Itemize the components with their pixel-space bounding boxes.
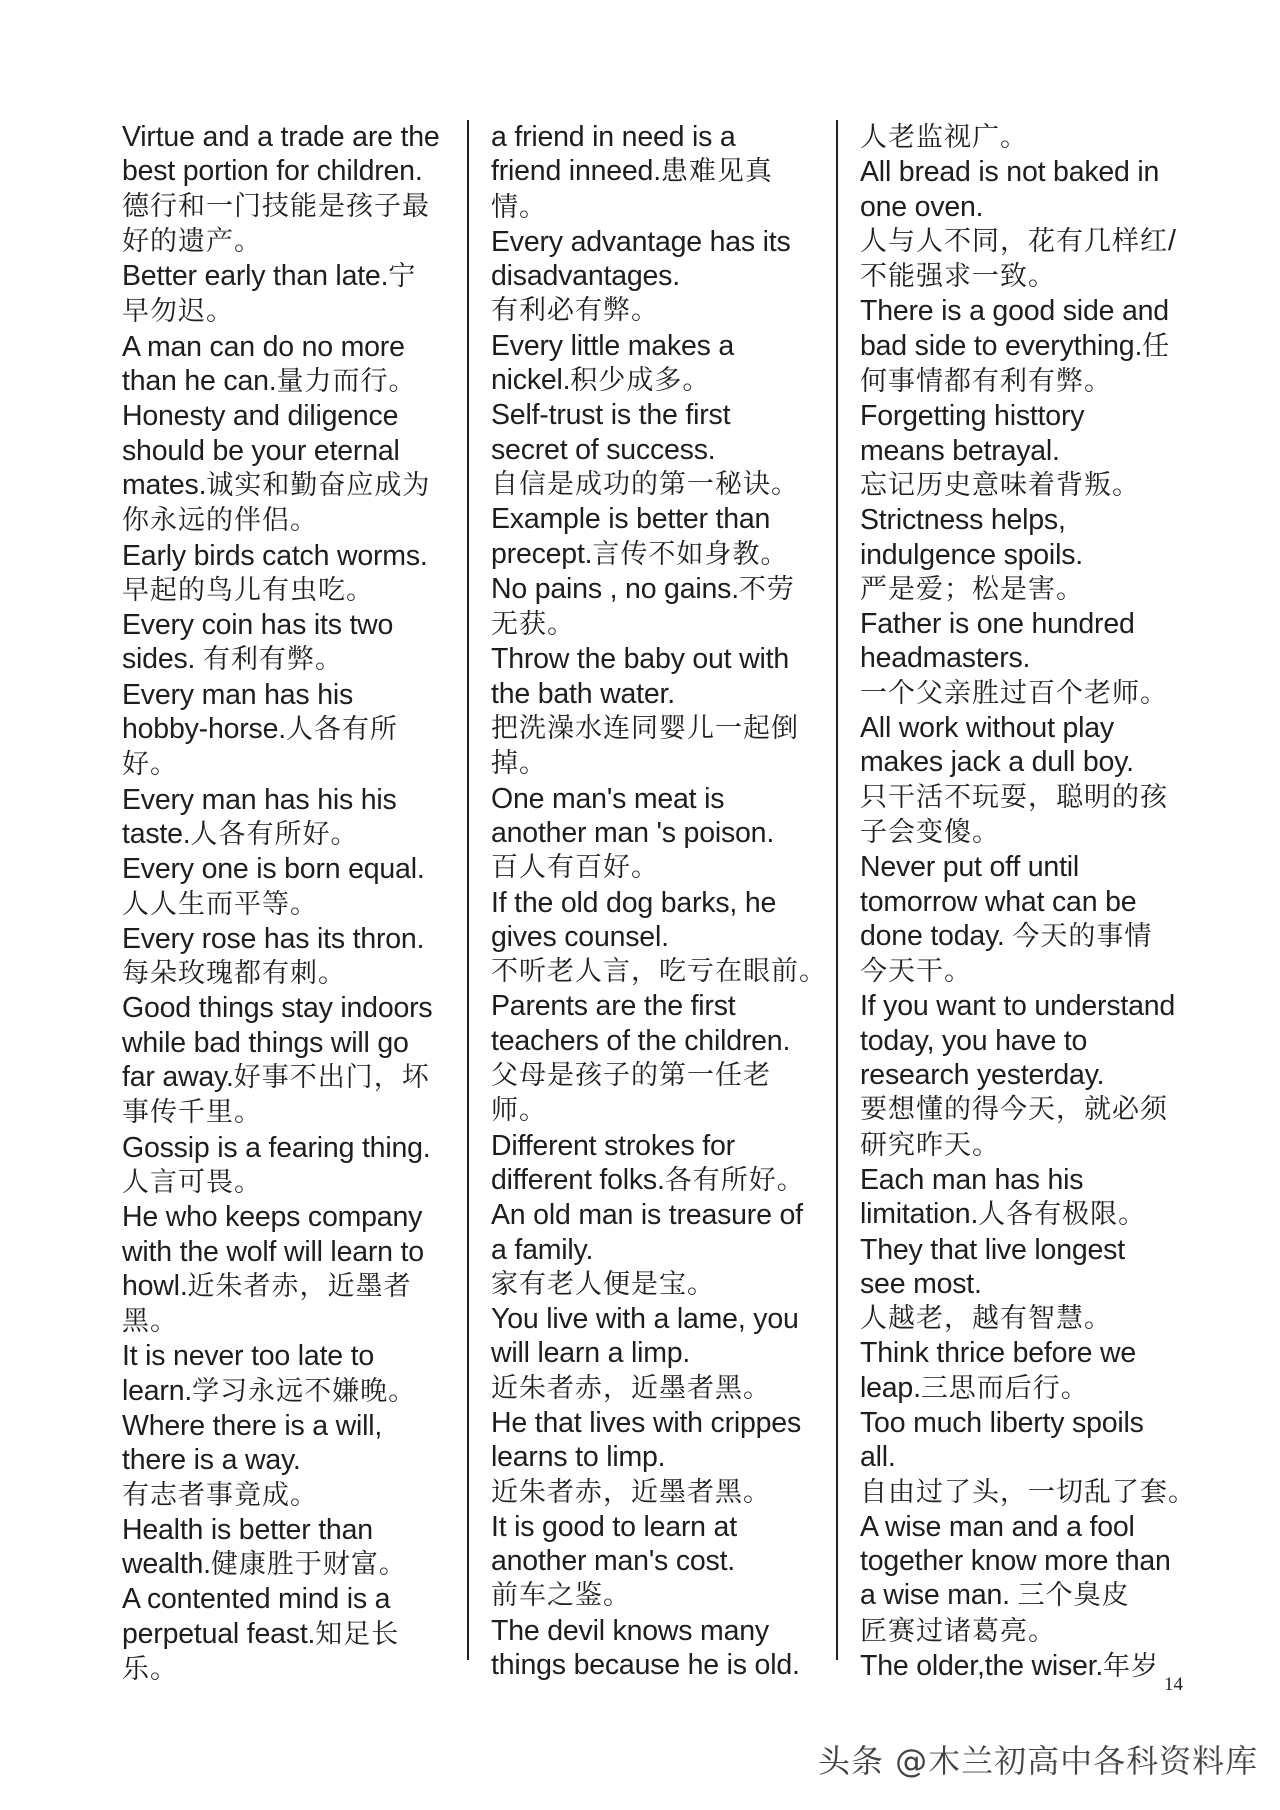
text-line: while bad things will go <box>122 1026 409 1059</box>
text-line: 研究昨天。 <box>860 1129 1000 1161</box>
text-line: Every man has his his <box>122 783 397 816</box>
text-line: 忘记历史意味着背叛。 <box>860 469 1140 501</box>
text-line: A wise man and a fool <box>860 1510 1135 1543</box>
text-line: If the old dog barks, he <box>491 886 777 919</box>
text-line: together know more than <box>860 1545 1171 1578</box>
text-line: a family. <box>491 1233 594 1266</box>
text-line: Every rose has its thron. <box>122 922 425 955</box>
text-line: Every one is born equal. <box>122 853 425 886</box>
text-line: Never put off until <box>860 851 1080 884</box>
text-line: mates.诚实和勤奋应成为 <box>122 468 431 501</box>
text-line: Father is one hundred <box>860 608 1135 641</box>
text-line: 无获。 <box>491 609 575 641</box>
text-line: different folks.各有所好。 <box>491 1163 805 1196</box>
text-line: Health is better than <box>122 1513 373 1546</box>
text-line: He that lives with crippes <box>491 1406 802 1439</box>
text-line: No pains , no gains.不劳 <box>491 572 795 605</box>
text-line: If you want to understand <box>860 990 1176 1023</box>
text-column-1 <box>122 120 457 1687</box>
text-column-3 <box>860 120 1195 1684</box>
text-line: 百人有百好。 <box>491 852 659 884</box>
text-line: The older,the wiser.年岁 <box>860 1650 1160 1683</box>
text-line: 德行和一门技能是孩子最 <box>122 190 430 222</box>
text-line: things because he is old. <box>491 1649 800 1682</box>
text-line: there is a way. <box>122 1444 301 1477</box>
text-line: friend inneed.患难见真 <box>491 155 773 188</box>
text-line: 你永远的伴侣。 <box>122 505 318 537</box>
text-line: 早勿迟。 <box>122 296 234 328</box>
text-line: another man's cost. <box>491 1545 736 1578</box>
text-line: Each man has his <box>860 1163 1084 1196</box>
text-line: You live with a lame, you <box>491 1303 799 1336</box>
text-line: 人老监视广。 <box>860 122 1028 153</box>
text-line: indulgence spoils. <box>860 538 1083 571</box>
text-line: Throw the baby out with <box>491 643 789 676</box>
text-line: All bread is not baked in <box>860 156 1160 189</box>
text-line: today, you have to <box>860 1024 1088 1057</box>
text-line: 掉。 <box>491 748 547 780</box>
text-line: The devil knows many <box>491 1614 769 1647</box>
text-line: 今天干。 <box>860 956 972 988</box>
text-line: sides. 有利有弊。 <box>122 643 343 676</box>
text-line: hobby-horse.人各有所 <box>122 713 398 746</box>
text-line: 匠赛过诸葛亮。 <box>860 1615 1056 1647</box>
text-line: than he can.量力而行。 <box>122 365 417 398</box>
text-line: 自信是成功的第一秘诀。 <box>491 468 799 500</box>
text-line: gives counsel. <box>491 920 669 953</box>
text-line: should be your eternal <box>122 434 400 467</box>
text-line: all. <box>860 1441 896 1474</box>
text-line: 近朱者赤，近墨者黑。 <box>491 1476 771 1508</box>
text-line: a wise man. 三个臭皮 <box>860 1579 1130 1612</box>
text-line: It is never too late to <box>122 1340 375 1373</box>
text-line: 不能强求一致。 <box>860 261 1056 293</box>
text-line: limitation.人各有极限。 <box>860 1198 1147 1231</box>
text-line: done today. 今天的事情 <box>860 919 1153 952</box>
text-line: nickel.积少成多。 <box>491 364 711 397</box>
text-line: 子会变傻。 <box>860 816 1000 848</box>
text-line: bad side to everything.任 <box>860 329 1171 362</box>
text-line: with the wolf will learn to <box>122 1235 424 1268</box>
text-line: 把洗澡水连同婴儿一起倒 <box>491 713 799 745</box>
text-line: disadvantages. <box>491 260 680 293</box>
text-line: perpetual feast.知足长 <box>122 1617 400 1650</box>
text-line: Parents are the first <box>491 990 736 1023</box>
text-line: 前车之鉴。 <box>491 1580 631 1612</box>
text-line: One man's meat is <box>491 782 725 815</box>
text-line: a friend in need is a <box>491 121 736 153</box>
text-line: wealth.健康胜于财富。 <box>122 1548 407 1581</box>
text-line: 人与人不同，花有几样红/ <box>860 224 1176 257</box>
text-line: 人越老，越有智慧。 <box>860 1303 1112 1335</box>
text-line: Better early than late.宁 <box>122 260 417 293</box>
column-divider-1 <box>467 120 469 1660</box>
text-line: see most. <box>860 1267 982 1300</box>
text-line: will learn a limp. <box>491 1337 691 1370</box>
text-line: another man 's poison. <box>491 816 775 849</box>
text-line: best portion for children. <box>122 155 423 188</box>
text-line: Different strokes for <box>491 1129 735 1162</box>
text-line: It is good to learn at <box>491 1510 737 1543</box>
text-line: Too much liberty spoils <box>860 1406 1144 1439</box>
text-line: teachers of the children. <box>491 1024 791 1057</box>
text-line: means betrayal. <box>860 434 1060 467</box>
text-line: makes jack a dull boy. <box>860 746 1134 779</box>
text-line: 父母是孩子的第一任老 <box>491 1060 771 1092</box>
text-line: Early birds catch worms. <box>122 539 428 572</box>
text-line: 要想懂的得今天，就必须 <box>860 1094 1168 1126</box>
text-line: Self-trust is the first <box>491 399 731 432</box>
text-line: headmasters. <box>860 642 1031 675</box>
text-line: 人人生而平等。 <box>122 888 318 920</box>
text-line: 乐。 <box>122 1654 178 1686</box>
text-line: the bath water. <box>491 677 675 710</box>
text-line: precept.言传不如身教。 <box>491 537 789 570</box>
text-line: Where there is a will, <box>122 1409 383 1442</box>
text-line: secret of success. <box>491 433 716 466</box>
text-line: 有利必有弊。 <box>491 295 659 327</box>
text-line: Every little makes a <box>491 329 735 362</box>
text-line: 近朱者赤，近墨者黑。 <box>491 1372 771 1404</box>
text-line: leap.三思而后行。 <box>860 1371 1089 1404</box>
text-line: taste.人各有所好。 <box>122 817 359 850</box>
text-line: A man can do no more <box>122 330 405 363</box>
text-line: He who keeps company <box>122 1201 423 1234</box>
watermark: 头条 @木兰初高中各科资料库 <box>818 1742 1259 1780</box>
text-line: There is a good side and <box>860 295 1169 328</box>
text-line: Forgetting histtory <box>860 400 1085 433</box>
text-line: 师。 <box>491 1095 547 1127</box>
text-line: learn.学习永远不嫌晚。 <box>122 1374 417 1407</box>
text-line: 不听老人言，吃亏在眼前。 <box>491 956 827 988</box>
text-line: tomorrow what can be <box>860 885 1137 918</box>
text-line: Gossip is a fearing thing. <box>122 1131 431 1164</box>
text-line: one oven. <box>860 190 984 223</box>
text-line: learns to limp. <box>491 1441 666 1474</box>
text-line: 每朵玫瑰都有刺。 <box>122 958 346 990</box>
text-line: 好。 <box>122 749 178 781</box>
text-line: 一个父亲胜过百个老师。 <box>860 677 1168 709</box>
text-line: howl.近朱者赤，近墨者 <box>122 1269 412 1302</box>
text-line: Every coin has its two <box>122 609 394 642</box>
text-line: 早起的鸟儿有虫吃。 <box>122 574 374 606</box>
text-line: 黑。 <box>122 1306 178 1338</box>
text-line: 情。 <box>491 191 547 223</box>
text-line: 自由过了头，一切乱了套。 <box>860 1476 1196 1508</box>
column-divider-2 <box>836 120 838 1660</box>
text-line: 只干活不玩耍，聪明的孩 <box>860 781 1168 813</box>
text-line: They that live longest <box>860 1233 1125 1266</box>
text-line: 严是爱；松是害。 <box>860 573 1084 605</box>
text-line: Every advantage has its <box>491 225 791 258</box>
text-line: 何事情都有利有弊。 <box>860 366 1112 398</box>
text-line: Strictness helps, <box>860 504 1066 537</box>
text-line: Think thrice before we <box>860 1337 1136 1370</box>
text-line: All work without play <box>860 712 1114 745</box>
text-line: Good things stay indoors <box>122 992 433 1025</box>
text-line: 家有老人便是宝。 <box>491 1268 715 1300</box>
text-line: research yesterday. <box>860 1059 1105 1092</box>
page-number: 14 <box>1164 1674 1183 1695</box>
text-line: 有志者事竟成。 <box>122 1479 318 1511</box>
text-line: 事传千里。 <box>122 1097 262 1129</box>
text-line: far away.好事不出门，坏 <box>122 1061 430 1094</box>
text-line: 人言可畏。 <box>122 1166 262 1198</box>
text-line: Virtue and a trade are the <box>122 121 440 153</box>
text-line: 好的遗产。 <box>122 225 262 257</box>
text-line: A contented mind is a <box>122 1583 391 1616</box>
text-line: Every man has his <box>122 678 354 711</box>
text-line: Example is better than <box>491 503 771 536</box>
text-line: An old man is treasure of <box>491 1199 803 1232</box>
text-column-2 <box>491 120 826 1682</box>
text-line: Honesty and diligence <box>122 400 399 433</box>
